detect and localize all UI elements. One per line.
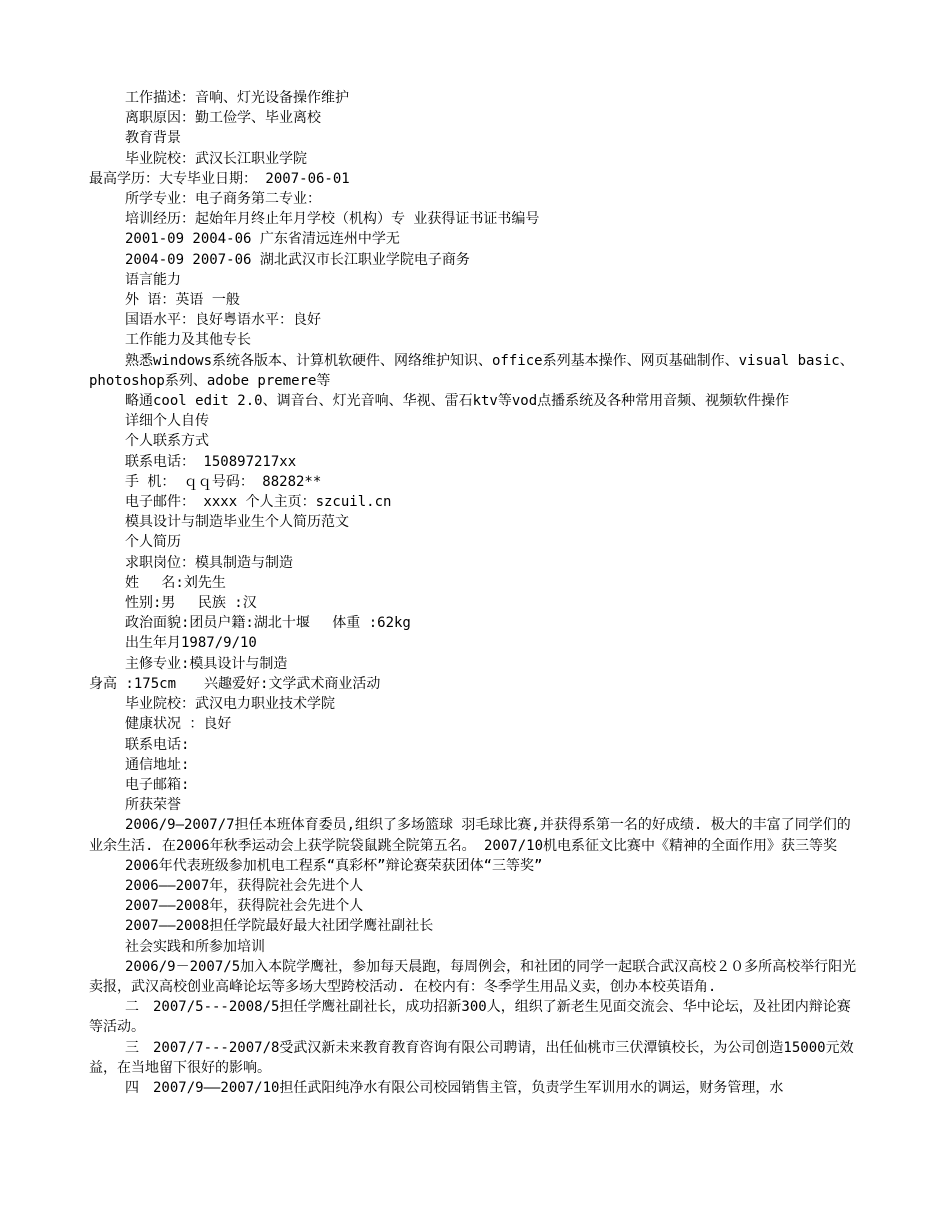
document-paragraph: 电子邮箱: (125, 776, 190, 793)
document-paragraph: 所获荣誉 (125, 797, 181, 814)
document-paragraph: 2006年代表班级参加机电工程系“真彩杯”辩论赛荣获团体“三等奖” (125, 857, 543, 874)
document-paragraph: 主修专业:模具设计与制造 (125, 655, 288, 672)
document-paragraph: 语言能力 (125, 271, 181, 288)
document-paragraph: 手 机： ｑｑ号码： 88282** (125, 473, 322, 490)
document-paragraph: 2006/9－2007/5加入本院学鹰社，参加每天晨跑，每周例会，和社团的同学一起联合武汉高校２０多所高校举行阳光卖报，武汉高校创业高峰论坛等多场大型跨校活动. 在校内有：冬季学生用品义卖，创办本校英语角. (89, 958, 857, 995)
document-paragraph: 性别:男 民族 :汉 (125, 595, 257, 612)
document-paragraph: 模具设计与制造毕业生个人简历范文 (125, 514, 349, 531)
document-paragraph: 2006——2007年，获得院社会先进个人 (125, 877, 364, 894)
document-paragraph: 毕业院校：武汉电力职业技术学院 (125, 696, 335, 713)
document-paragraph: 2004-09 2007-06 湖北武汉市长江职业学院电子商务 (125, 251, 470, 268)
document-paragraph: 教育背景 (125, 130, 181, 147)
document-paragraph: 二 2007/5---2008/5担任学鹰社副社长，成功招新300人，组织了新老生见面交流会、华中论坛，及社团内辩论赛等活动。 (89, 999, 851, 1036)
document-paragraph: 最高学历：大专毕业日期： 2007-06-01 (89, 170, 350, 187)
document-paragraph: 2006/9—2007/7担任本班体育委员,组织了多场篮球 羽毛球比赛,并获得系第一名的好成绩. 极大的丰富了同学们的业余生活. 在2006年秋季运动会上获学院袋鼠跳全院第五名。 2007/10机电系征文比赛中《精神的全面作用》获三等奖 (89, 817, 851, 854)
document-paragraph: 工作能力及其他专长 (125, 332, 251, 349)
document-paragraph: 工作描述：音响、灯光设备操作维护 (125, 90, 349, 106)
document-paragraph: 个人联系方式 (125, 433, 209, 450)
document-paragraph: 毕业院校：武汉长江职业学院 (125, 150, 307, 167)
document-paragraph: 姓 名:刘先生 (125, 574, 226, 591)
document-paragraph: 四 2007/9——2007/10担任武阳纯净水有限公司校园销售主管，负责学生军训用水的调运，财务管理，水 (125, 1079, 784, 1096)
document-paragraph: 政治面貌:团员户籍:湖北十堰 体重 :62kg (125, 615, 411, 632)
document-paragraph: 国语水平：良好粤语水平：良好 (125, 312, 321, 329)
document-paragraph: 健康状况 ：良好 (125, 716, 232, 733)
document-paragraph: 熟悉windows系统各版本、计算机软硬件、网络维护知识、office系列基本操作、网页基础制作、visual basic、photoshop系列、adobe premere等 (89, 352, 854, 389)
document-paragraph: 外 语：英语 一般 (125, 292, 240, 309)
document-paragraph: 2001-09 2004-06 广东省清远连州中学无 (125, 231, 400, 248)
document-paragraph: 离职原因：勤工俭学、毕业离校 (125, 110, 321, 127)
document-paragraph: 身高 :175cm 兴趣爱好:文学武术商业活动 (89, 675, 381, 692)
document-paragraph: 电子邮件： xxxx 个人主页：szcuil.cn (125, 494, 392, 511)
document-paragraph: 2007——2008年，获得院社会先进个人 (125, 898, 364, 915)
document-paragraph: 略通cool edit 2.0、调音台、灯光音响、华视、雷石ktv等vod点播系统及各种常用音频、视频软件操作 (125, 393, 790, 410)
document-paragraph: 通信地址: (125, 756, 190, 773)
document-paragraph: 培训经历：起始年月终止年月学校（机构）专 业获得证书证书编号 (125, 211, 540, 228)
document-paragraph: 2007——2008担任学院最好最大社团学鹰社副社长 (125, 918, 434, 935)
document-paragraph: 出生年月1987/9/10 (125, 635, 257, 652)
document-body (89, 88, 861, 1098)
document-paragraph: 社会实践和所参加培训 (125, 938, 265, 955)
document-paragraph: 联系电话: (125, 736, 190, 753)
document-paragraph: 个人简历 (125, 534, 181, 551)
document-paragraph: 联系电话： 150897217xx (125, 453, 297, 470)
document-paragraph: 详细个人自传 (125, 413, 209, 430)
document-paragraph: 三 2007/7---2007/8受武汉新未来教育教育咨询有限公司聘请，出任仙桃市三伏潭镇校长，为公司创造15000元效益，在当地留下很好的影响。 (89, 1039, 854, 1076)
document-paragraph: 求职岗位：模具制造与制造 (125, 554, 293, 571)
document-paragraph: 所学专业：电子商务第二专业： (125, 191, 321, 208)
